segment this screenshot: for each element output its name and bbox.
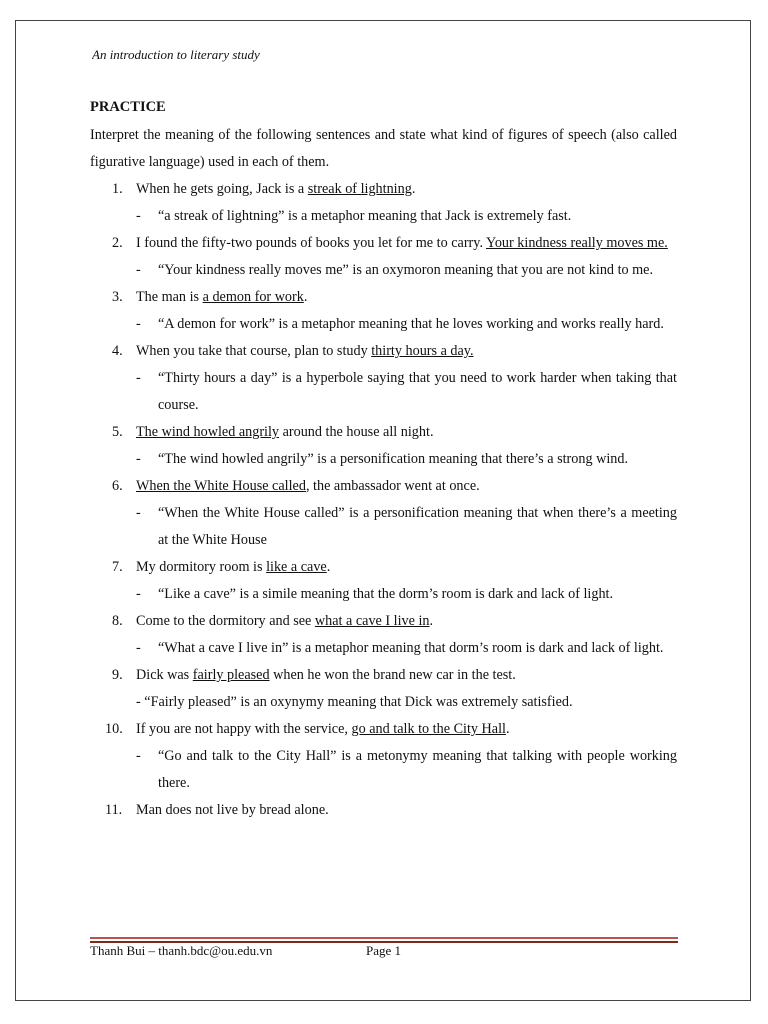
list-item xyxy=(90,554,677,608)
question-text-end: . xyxy=(303,289,308,305)
dash-bullet: - xyxy=(136,640,141,656)
list-item xyxy=(90,797,677,824)
underlined-phrase: The wind howled angrily xyxy=(136,424,280,440)
list-item xyxy=(90,608,677,662)
item-number: 3. xyxy=(112,289,123,305)
answer-text: “The wind howled angrily” is a personification meaning that there’s a strong wind. xyxy=(158,451,629,467)
list-item xyxy=(90,662,677,716)
question xyxy=(90,797,677,824)
list-item xyxy=(90,284,677,338)
question-text-end: . xyxy=(429,613,434,629)
answer xyxy=(90,500,677,554)
question-text: Man does not live by bread alone. xyxy=(136,802,329,818)
list-item xyxy=(90,176,677,230)
question xyxy=(90,419,677,446)
dash-bullet: - xyxy=(136,748,141,764)
answer xyxy=(90,581,677,608)
question-text-end: , the ambassador went at once. xyxy=(305,478,480,494)
exercise-list xyxy=(90,176,677,824)
underlined-phrase: fairly pleased xyxy=(192,667,270,683)
underlined-phrase: thirty hours a day. xyxy=(371,343,474,359)
item-number: 7. xyxy=(112,559,123,575)
question-text-end: around the house all night. xyxy=(279,424,434,440)
question-text: When you take that course, plan to study xyxy=(136,343,372,359)
list-item xyxy=(90,230,677,284)
underlined-phrase: go and talk to the City Hall xyxy=(351,721,506,737)
underlined-phrase: what a cave I live in xyxy=(314,613,430,629)
answer-text: “Your kindness really moves me” is an oxymoron meaning that you are not kind to me. xyxy=(158,262,654,278)
question xyxy=(90,554,677,581)
question-text: Come to the dormitory and see xyxy=(136,613,315,629)
dash-bullet: - xyxy=(136,505,141,521)
question-text: The man is xyxy=(136,289,203,305)
item-number: 11. xyxy=(105,802,123,818)
answer xyxy=(90,743,677,797)
item-number: 8. xyxy=(112,613,123,629)
dash-bullet: - xyxy=(136,451,141,467)
question-text: If you are not happy with the service, xyxy=(136,721,352,737)
question-text-end: when he won the brand new car in the test. xyxy=(269,667,516,683)
item-number: 4. xyxy=(112,343,123,359)
question-text-end: . xyxy=(411,181,416,197)
item-number: 5. xyxy=(112,424,123,440)
question xyxy=(90,284,677,311)
answer-text: - “Fairly pleased” is an oxynymy meaning that Dick was extremely satisfied. xyxy=(136,694,573,710)
dash-bullet: - xyxy=(136,316,141,332)
answer-text: “Thirty hours a day” is a hyperbole saying that you need to work harder when taking that course. xyxy=(158,370,677,413)
underlined-phrase: Your kindness really moves me. xyxy=(486,235,668,251)
answer-text: “Like a cave” is a simile meaning that the dorm’s room is dark and lack of light. xyxy=(158,586,614,602)
underlined-phrase: a demon for work xyxy=(202,289,304,305)
answer-text: “When the White House called” is a personification meaning that when there’s a meeting at the White House xyxy=(158,505,677,548)
question-text: Dick was xyxy=(136,667,193,683)
question-text: When he gets going, Jack is a xyxy=(136,181,308,197)
running-header: An introduction to literary study xyxy=(92,47,260,62)
answer xyxy=(90,257,677,284)
footer-rule-top xyxy=(90,937,678,939)
question xyxy=(90,338,677,365)
underlined-phrase: like a cave xyxy=(266,559,327,575)
dash-bullet: - xyxy=(136,262,141,278)
question xyxy=(90,716,677,743)
dash-bullet: - xyxy=(136,370,141,386)
dash-bullet: - xyxy=(136,586,141,602)
document-body xyxy=(90,94,677,824)
section-heading: PRACTICE xyxy=(90,99,166,115)
item-number: 6. xyxy=(112,478,123,494)
dash-bullet: - xyxy=(136,208,141,224)
question xyxy=(90,473,677,500)
list-item xyxy=(90,419,677,473)
answer xyxy=(90,689,677,716)
answer-text: “What a cave I live in” is a metaphor meaning that dorm’s room is dark and lack of light. xyxy=(158,640,664,656)
question-text: I found the fifty-two pounds of books you let for me to carry. xyxy=(136,235,487,251)
footer-page-number: Page 1 xyxy=(366,943,402,958)
item-number: 2. xyxy=(112,235,123,251)
item-number: 10. xyxy=(105,721,123,737)
answer xyxy=(90,635,677,662)
question-text: My dormitory room is xyxy=(136,559,267,575)
answer xyxy=(90,446,677,473)
item-number: 9. xyxy=(112,667,123,683)
item-number: 1. xyxy=(112,181,123,197)
answer xyxy=(90,365,677,419)
answer-text: “A demon for work” is a metaphor meaning that he loves working and works really hard. xyxy=(158,316,664,332)
question xyxy=(90,662,677,689)
answer xyxy=(90,203,677,230)
list-item xyxy=(90,473,677,554)
answer-text: “a streak of lightning” is a metaphor meaning that Jack is extremely fast. xyxy=(158,208,572,224)
answer xyxy=(90,311,677,338)
underlined-phrase: streak of lightning xyxy=(307,181,412,197)
question-text-end: . xyxy=(505,721,510,737)
question xyxy=(90,608,677,635)
question xyxy=(90,176,677,203)
question xyxy=(90,230,677,257)
question-text-end: . xyxy=(326,559,331,575)
list-item xyxy=(90,338,677,419)
underlined-phrase: When the White House called xyxy=(136,478,306,494)
footer-author: Thanh Bui – thanh.bdc@ou.edu.vn xyxy=(90,943,273,958)
list-item xyxy=(90,716,677,797)
answer-text: “Go and talk to the City Hall” is a metonymy meaning that talking with people working there. xyxy=(158,748,677,791)
instructions-paragraph: Interpret the meaning of the following sentences and state what kind of figures of speech (also called figurative language) used in each of them. xyxy=(90,127,677,170)
